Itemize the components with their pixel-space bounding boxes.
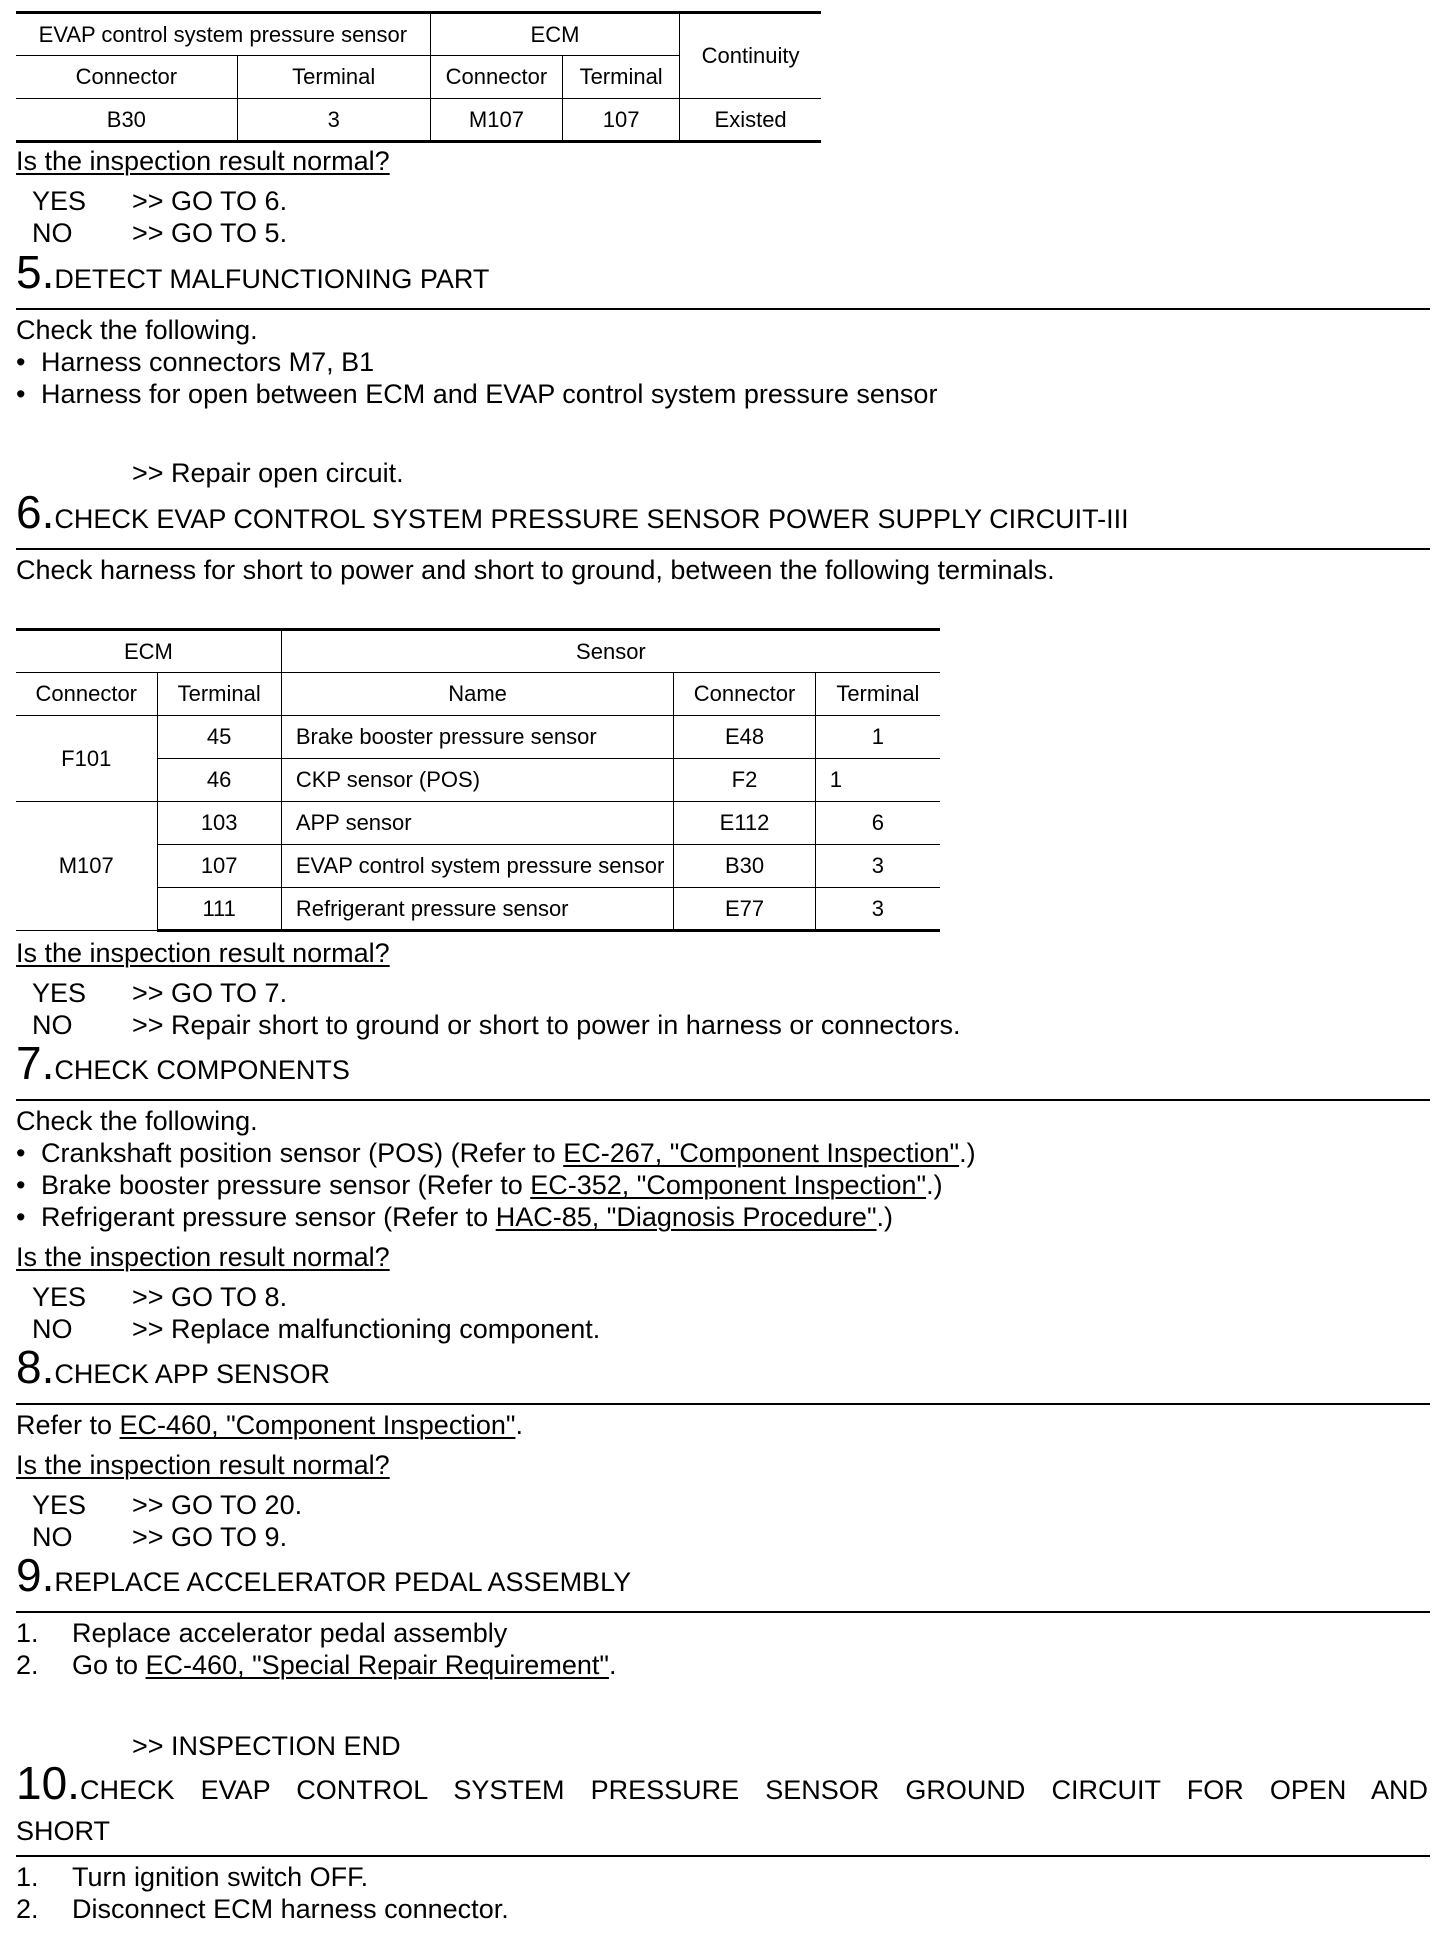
bullet-item: • Refrigerant pressure sensor (Refer to HAC-85, "Diagnosis Procedure".): [16, 1202, 894, 1232]
terminal-table: [16, 628, 940, 932]
step-heading: [16, 246, 490, 298]
step-number: 7.: [16, 1037, 55, 1089]
table2-cell: F101: [16, 716, 157, 802]
step-result: >> INSPECTION END: [132, 1731, 401, 1761]
table1-header-sensor: EVAP control system pressure sensor: [16, 13, 430, 56]
bullet-mark: •: [16, 379, 26, 409]
answer-yes-label: YES: [32, 1282, 87, 1312]
continuity-table: [16, 11, 821, 143]
step-title: CHECK EVAP CONTROL SYSTEM PRESSURE SENSOR GROUND CIRCUIT FOR OPEN AND: [79, 1775, 1428, 1805]
table1-cell: 3: [237, 99, 430, 142]
step-title-continued: SHORT: [16, 1816, 111, 1846]
step-title: DETECT MALFUNCTIONING PART: [54, 264, 490, 294]
step-title: CHECK EVAP CONTROL SYSTEM PRESSURE SENSOR POWER SUPPLY CIRCUIT-III: [54, 504, 1129, 534]
inspection-question: Is the inspection result normal?: [16, 1450, 390, 1480]
table1-header-ecm: ECM: [430, 13, 679, 56]
numbered-item: 1. Turn ignition switch OFF.: [16, 1862, 369, 1892]
table1-cell: M107: [430, 99, 562, 142]
reference-link[interactable]: EC-460, "Component Inspection": [119, 1410, 516, 1440]
inspection-question: Is the inspection result normal?: [16, 146, 390, 176]
table2-cell: M107: [16, 802, 157, 931]
divider: [16, 1099, 1430, 1101]
divider: [16, 1855, 1430, 1857]
table-row: F101 45 Brake booster pressure sensor E48 1: [16, 716, 940, 759]
step-title: REPLACE ACCELERATOR PEDAL ASSEMBLY: [54, 1567, 632, 1597]
bullet-item: • Crankshaft position sensor (POS) (Refer to EC-267, "Component Inspection".): [16, 1138, 976, 1168]
answer-yes-action: >> GO TO 20.: [132, 1490, 303, 1520]
reference-link[interactable]: HAC-85, "Diagnosis Procedure": [495, 1202, 877, 1232]
step-intro: Check the following.: [16, 315, 258, 345]
table1-cell: 107: [563, 99, 680, 142]
step-heading: [16, 486, 1129, 538]
answer-no-action: >> GO TO 5.: [132, 218, 288, 248]
table-row: M107 103 APP sensor E112 6: [16, 802, 940, 845]
divider: [16, 308, 1430, 310]
divider: [16, 1611, 1430, 1613]
step-heading: [16, 1757, 1428, 1811]
step-title: CHECK COMPONENTS: [54, 1055, 350, 1085]
table-row: 46 CKP sensor (POS) F2 1: [16, 759, 940, 802]
step-number: 9.: [16, 1549, 55, 1601]
answer-no-label: NO: [32, 1010, 73, 1040]
step-number: 10.: [16, 1757, 80, 1809]
table2-subheader: Connector: [16, 673, 157, 716]
reference-link[interactable]: EC-460, "Special Repair Requirement": [145, 1650, 609, 1680]
table-row: 111 Refrigerant pressure sensor E77 3: [16, 888, 940, 931]
bullet-mark: •: [16, 347, 26, 377]
reference-link[interactable]: EC-352, "Component Inspection": [530, 1170, 927, 1200]
bullet-item: • Brake booster pressure sensor (Refer to EC-352, "Component Inspection".): [16, 1170, 943, 1200]
table1-subheader-connector: Connector: [430, 56, 562, 99]
table1-cell: Existed: [680, 99, 821, 142]
step-heading: [16, 1037, 350, 1089]
step-heading: [16, 1549, 632, 1601]
step-intro: Refer to EC-460, "Component Inspection".: [16, 1410, 523, 1440]
answer-yes-action: >> GO TO 7.: [132, 978, 288, 1008]
step-number: 8.: [16, 1341, 55, 1393]
answer-no-action: >> Repair short to ground or short to power in harness or connectors.: [132, 1010, 961, 1040]
answer-no-action: >> GO TO 9.: [132, 1522, 288, 1552]
answer-no-label: NO: [32, 218, 73, 248]
numbered-item: 2. Go to EC-460, "Special Repair Requirement".: [16, 1650, 617, 1680]
table1-subheader-terminal: Terminal: [563, 56, 680, 99]
step-title: CHECK APP SENSOR: [54, 1359, 330, 1389]
table2-subheader: Connector: [674, 673, 816, 716]
table1-cell: B30: [16, 99, 237, 142]
divider: [16, 1403, 1430, 1405]
table1-subheader-terminal: Terminal: [237, 56, 430, 99]
bullet-item: • Harness for open between ECM and EVAP control system pressure sensor: [16, 379, 938, 409]
answer-yes-action: >> GO TO 8.: [132, 1282, 288, 1312]
divider: [16, 548, 1430, 550]
table2-header-ecm: ECM: [16, 630, 281, 673]
step-number: 5.: [16, 246, 55, 298]
inspection-question: Is the inspection result normal?: [16, 938, 390, 968]
table-row: 107 EVAP control system pressure sensor B30 3: [16, 845, 940, 888]
step-intro: Check the following.: [16, 1106, 258, 1136]
answer-no-action: >> Replace malfunctioning component.: [132, 1314, 601, 1344]
table2-header-sensor: Sensor: [281, 630, 940, 673]
inspection-question: Is the inspection result normal?: [16, 1242, 390, 1272]
bullet-item: • Harness connectors M7, B1: [16, 347, 375, 377]
step-result: >> Repair open circuit.: [132, 458, 404, 488]
answer-yes-action: >> GO TO 6.: [132, 186, 288, 216]
answer-yes-label: YES: [32, 978, 87, 1008]
answer-no-label: NO: [32, 1522, 73, 1552]
table2-subheader: Name: [281, 673, 673, 716]
answer-yes-label: YES: [32, 186, 87, 216]
step-number: 6.: [16, 486, 55, 538]
table1-header-continuity: Continuity: [680, 13, 821, 99]
table2-subheader: Terminal: [157, 673, 281, 716]
table1-subheader-connector: Connector: [16, 56, 237, 99]
table2-subheader: Terminal: [815, 673, 940, 716]
step-heading: [16, 1341, 330, 1393]
step-intro: Check harness for short to power and short to ground, between the following terminals.: [16, 555, 1055, 585]
answer-yes-label: YES: [32, 1490, 87, 1520]
numbered-item: 2. Disconnect ECM harness connector.: [16, 1894, 509, 1924]
numbered-item: 1. Replace accelerator pedal assembly: [16, 1618, 508, 1648]
reference-link[interactable]: EC-267, "Component Inspection": [563, 1138, 960, 1168]
answer-no-label: NO: [32, 1314, 73, 1344]
